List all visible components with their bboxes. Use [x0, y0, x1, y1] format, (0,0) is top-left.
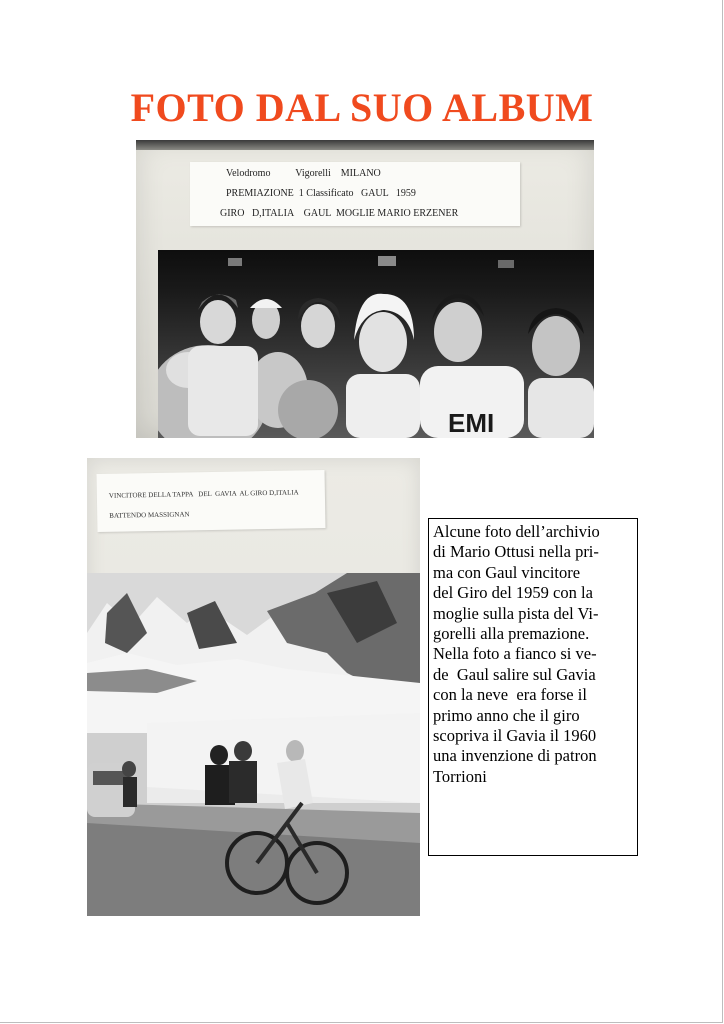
- caption-line: con la neve era forse il: [433, 685, 587, 705]
- album-photo-gavia: [87, 458, 420, 916]
- caption-textbox: [428, 518, 638, 856]
- jersey-logo: EMI: [448, 408, 495, 438]
- caption-line: Torrioni: [433, 766, 487, 786]
- caption-line: una invenzione di patron: [433, 746, 597, 766]
- label-line: BATTENDO MASSIGNAN: [109, 510, 190, 520]
- page-title: FOTO DAL SUO ALBUM: [130, 85, 594, 130]
- caption-line: Nella foto a fianco si ve-: [433, 644, 597, 664]
- caption-line: di Mario Ottusi nella pri-: [433, 542, 599, 562]
- caption-line: gorelli alla premazione.: [433, 624, 590, 644]
- label-line: VINCITORE DELLA TAPPA DEL GAVIA AL GIRO D,ITALIA: [108, 488, 299, 500]
- caption-line: moglie sulla pista del Vi-: [433, 603, 599, 623]
- label-line: GIRO D,ITALIA GAUL MOGLIE MARIO ERZENER: [220, 208, 459, 219]
- caption-line: Alcune foto dell’archivio: [433, 522, 600, 541]
- label-line: Velodromo Vigorelli MILANO: [226, 168, 381, 179]
- caption-line: de Gaul salire sul Gavia: [433, 664, 596, 684]
- caption-line: primo anno che il giro: [433, 705, 580, 725]
- photo-caption-label: [190, 162, 520, 226]
- label-line: PREMIAZIONE 1 Classificato GAUL 1959: [226, 188, 416, 199]
- photo-print-podium: [158, 250, 594, 438]
- caption-line: scopriva il Gavia il 1960: [433, 726, 597, 746]
- photo-print-gavia-climb: [87, 573, 420, 916]
- photo-caption-label: [97, 470, 326, 532]
- mountain-scene: [87, 573, 420, 916]
- caption-line: del Giro del 1959 con la: [433, 583, 593, 603]
- caption-line: ma con Gaul vincitore: [433, 562, 581, 582]
- album-page-edge: [136, 140, 594, 150]
- album-photo-premiazione: [136, 140, 594, 438]
- podium-scene: [158, 250, 594, 438]
